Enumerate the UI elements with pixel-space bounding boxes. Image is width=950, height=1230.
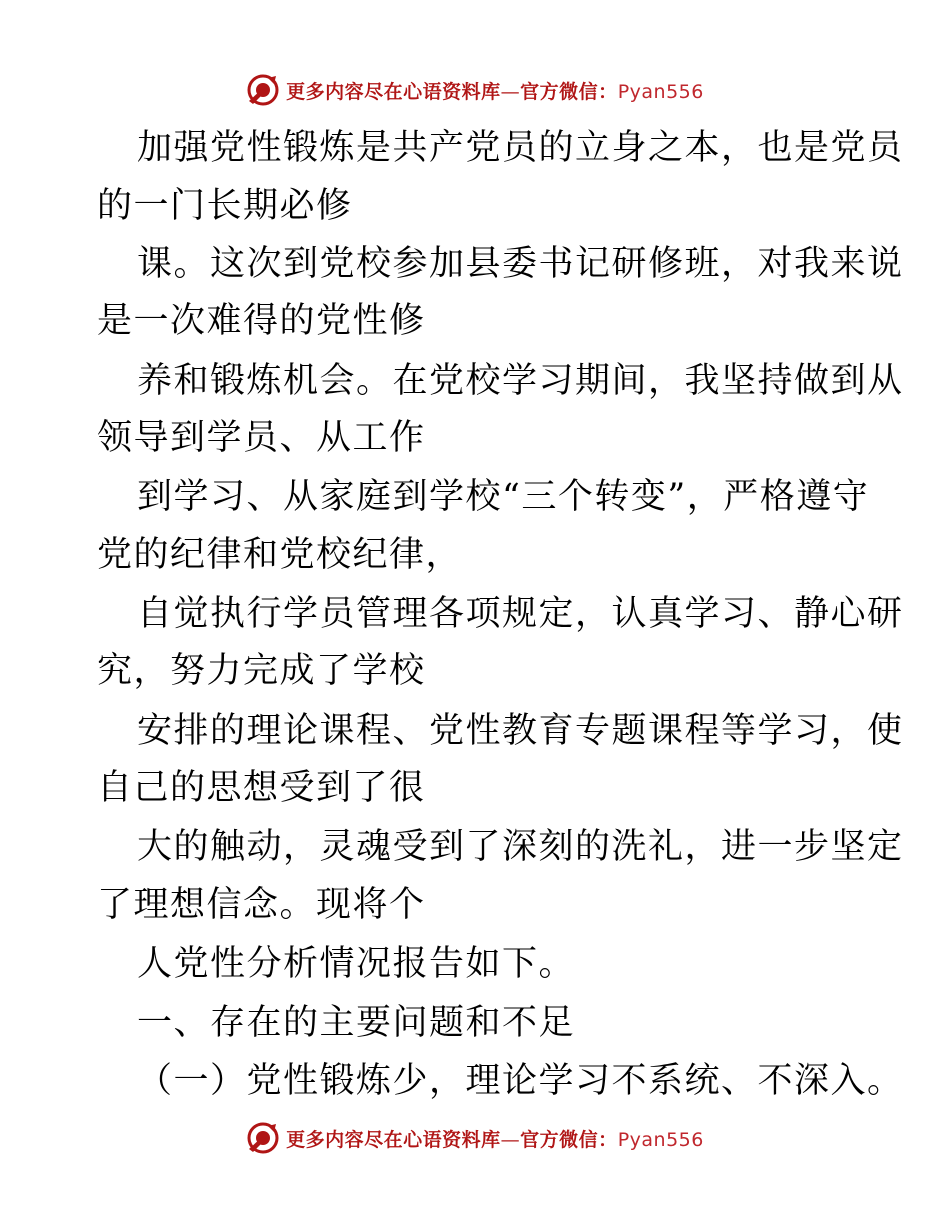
footer-watermark (0, 1120, 950, 1156)
watermark-dash: — (500, 1128, 521, 1151)
paragraph-line: 人党性分析情况报告如下。 (137, 944, 576, 984)
paragraph-line: 养和锻炼机会。在党校学习期间，我坚持做到从 (137, 361, 904, 401)
section-heading: 一、存在的主要问题和不足 (137, 1003, 576, 1043)
watermark-label (286, 1125, 704, 1152)
paragraph-line: 了理想信念。现将个 (97, 885, 426, 925)
watermark-dash: — (500, 80, 521, 103)
subsection-heading: （一）党性锻炼少，理论学习不系统、不深入。 (137, 1061, 904, 1101)
paragraph-line: 到学习、从家庭到学校“三个转变”，严格遵守 (137, 477, 870, 517)
brand-logo-icon (246, 1121, 280, 1155)
paragraph-line: 党的纪律和党校纪律， (97, 535, 463, 575)
paragraph-line: 是一次难得的党性修 (97, 301, 426, 341)
watermark-brand-text: 更多内容尽在心语资料库 (286, 1128, 501, 1151)
paragraph-line: 大的触动，灵魂受到了深刻的洗礼，进一步坚定 (137, 827, 904, 867)
paragraph-line: 的一门长期必修 (97, 186, 353, 226)
watermark-official-text: 官方微信： (520, 80, 618, 103)
watermark-wechat-id: Pyan556 (617, 80, 704, 103)
paragraph-line: 课。这次到党校参加县委书记研修班，对我来说 (137, 244, 904, 284)
watermark-official-text: 官方微信： (520, 1128, 618, 1151)
paragraph-line: 加强党性锻炼是共产党员的立身之本，也是党员 (137, 128, 904, 168)
paragraph-line: 领导到学员、从工作 (97, 418, 426, 458)
paragraph-line: 究，努力完成了学校 (97, 651, 426, 691)
paragraph-line: 自觉执行学员管理各项规定，认真学习、静心研 (137, 594, 904, 634)
watermark-brand-text: 更多内容尽在心语资料库 (286, 80, 501, 103)
watermark-wechat-id: Pyan556 (617, 1128, 704, 1151)
paragraph-line: 安排的理论课程、党性教育专题课程等学习，使 (137, 711, 904, 751)
paragraph-line: 自己的思想受到了很 (97, 768, 426, 808)
